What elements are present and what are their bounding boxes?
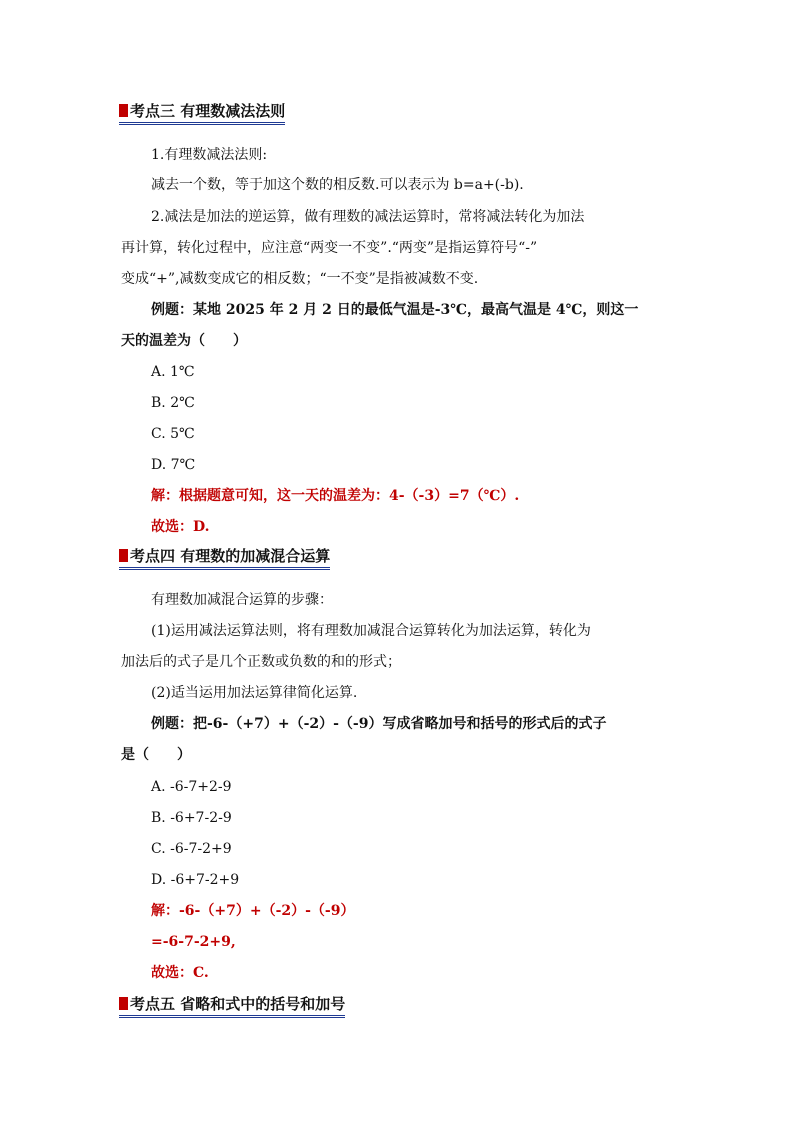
answer-text: 故选：D.	[151, 519, 210, 535]
section-heading	[119, 101, 285, 125]
section-heading	[119, 546, 330, 570]
section-heading-text: 考点四 有理数的加减混合运算	[130, 547, 331, 565]
option-d: D. 7℃	[151, 457, 196, 473]
section-heading	[119, 994, 345, 1018]
example-question: 是（ ）	[121, 747, 191, 763]
option-c: C. 5℃	[151, 426, 195, 442]
option-a: A. 1℃	[151, 364, 195, 380]
example-question: 例题：把-6-（+7）+（-2）-（-9）写成省略加号和括号的形式后的式子	[151, 716, 607, 732]
section-heading-text: 考点五 省略和式中的括号和加号	[130, 995, 346, 1013]
option-b: B. 2℃	[151, 395, 195, 411]
note-line: 2.减法是加法的逆运算，做有理数的减法运算时，常将减法转化为加法	[151, 209, 585, 225]
step-line: (2)适当运用加法运算律简化运算.	[151, 685, 358, 701]
solution-text: 解：根据题意可知，这一天的温差为：4-（-3）=7（℃）.	[151, 488, 520, 504]
solution-text: 解：-6-（+7）+（-2）-（-9）	[151, 903, 355, 919]
rule-body: 减去一个数，等于加这个数的相反数.可以表示为 b=a+(-b).	[151, 177, 524, 193]
option-a: A. -6-7+2-9	[151, 779, 232, 795]
solution-text: =-6-7-2+9,	[151, 934, 236, 950]
step-line: (1)运用减法运算法则，将有理数加减混合运算转化为加法运算，转化为	[151, 623, 591, 639]
rule-title: 1.有理数减法法则:	[151, 147, 268, 163]
example-question: 天的温差为（ ）	[121, 333, 247, 349]
red-square-icon	[119, 549, 128, 562]
option-b: B. -6+7-2-9	[151, 810, 232, 826]
step-line: 加法后的式子是几个正数或负数的和的形式；	[121, 654, 401, 670]
note-line: 再计算，转化过程中，应注意“两变一不变”.“两变”是指运算符号“-”	[121, 240, 538, 256]
note-line: 变成“+”,减数变成它的相反数；“一不变”是指被减数不变.	[121, 271, 479, 287]
steps-intro: 有理数加减混合运算的步骤：	[151, 592, 333, 608]
section-heading-text: 考点三 有理数减法法则	[130, 102, 286, 120]
red-square-icon	[119, 104, 128, 117]
option-d: D. -6+7-2+9	[151, 872, 240, 888]
red-square-icon	[119, 997, 128, 1010]
example-question: 例题：某地 2025 年 2 月 2 日的最低气温是-3℃，最高气温是 4℃，则这一	[151, 302, 639, 318]
answer-text: 故选：C.	[151, 965, 209, 981]
option-c: C. -6-7-2+9	[151, 841, 232, 857]
